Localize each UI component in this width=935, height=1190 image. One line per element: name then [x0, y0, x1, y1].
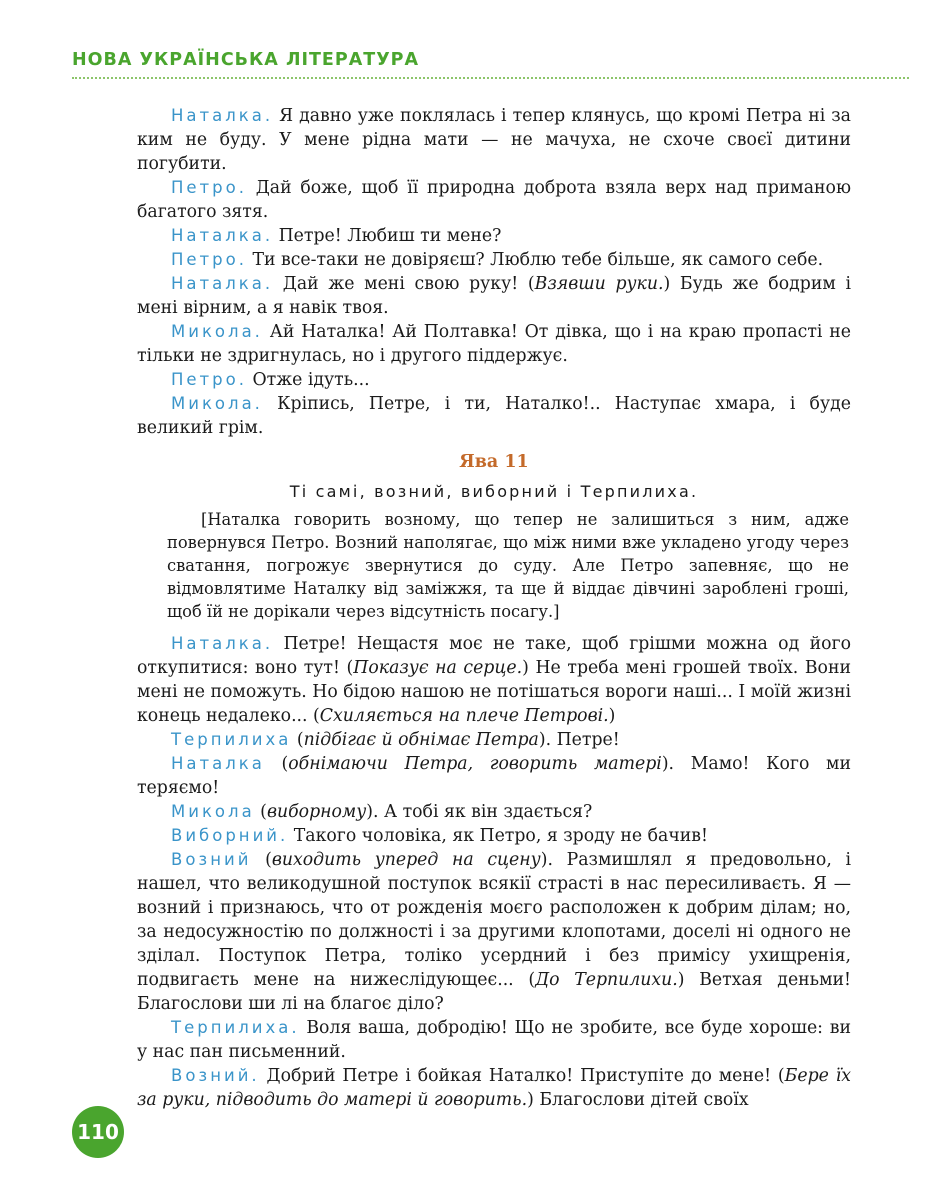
line-text: Отже ідуть...	[246, 370, 370, 390]
dialogue-line	[137, 848, 851, 1016]
speaker-name: Петро.	[171, 178, 247, 197]
dialogue-line	[137, 632, 851, 728]
dialogue-line	[137, 176, 851, 224]
line-text: Такого чоловіка, як Петро, я зроду не бачив!	[288, 826, 708, 846]
speaker-name: Терпилиха	[171, 730, 292, 749]
speaker-name: Наталка.	[171, 634, 274, 653]
dialogue-line	[137, 728, 851, 752]
line-text: ). Петре!	[538, 730, 620, 750]
speaker-name: Микола.	[171, 322, 263, 341]
line-text: ) Не треба мені грошей твоїх. Вони мені не поможуть. Но бідою нашою не потішаться вороги наші... І моїй жизні конець недалеко... (	[137, 658, 851, 726]
speaker-name: Микола	[171, 802, 255, 821]
speaker-name: Возний	[171, 850, 252, 869]
dialogue-line	[137, 224, 851, 248]
line-text: Воля ваша, добродію! Що не зробите, все буде хороше: ви у нас пан письменний.	[137, 1018, 851, 1062]
line-text: Добрий Петре і бойкая Наталко! Приступіте до мене! (	[259, 1066, 785, 1086]
dialogue-line	[137, 248, 851, 272]
line-text: Петре! Любиш ти мене?	[273, 226, 502, 246]
speaker-name: Петро.	[171, 250, 247, 269]
dialogue-line	[137, 320, 851, 368]
dialogue-line	[137, 800, 851, 824]
scene-title: Ява 11	[459, 452, 529, 472]
scene-summary: [Наталка говорить возному, що тепер не залишиться з ним, адже повернувся Петро. Возний наполягає, що між ними вже укладено угоду через сватання, погрожує звернутися до суду. Але Петро запевняє, що не відмовлятиме Наталку від заміжжя, та ще й віддає дівчині зароблені гроші, щоб їй не дорікали через відсутність посагу.]	[167, 510, 849, 621]
dialogue-line	[137, 272, 851, 320]
line-text: ) Благослови дітей своїх	[527, 1090, 749, 1110]
line-text: ) Будь же бодрим і мені вірним, а я навік твоя.	[137, 274, 851, 318]
line-text: Ти все-таки не довіряєш? Люблю тебе більше, як самого себе.	[246, 250, 824, 270]
speaker-name: Петро.	[171, 370, 247, 389]
stage-direction: виборному	[266, 802, 367, 822]
line-text: Дай же мені свою руку! (	[273, 274, 535, 294]
speaker-name: Терпилиха.	[171, 1018, 300, 1037]
page-number-badge: 110	[72, 1106, 124, 1158]
stage-direction: Показує на серце.	[353, 658, 523, 678]
dialogue-line	[137, 824, 851, 848]
line-text: Я давно уже поклялась і тепер клянусь, що кромі Петра ні за ким не буду. У мене рідна мати — не мачуха, не схоче своєї дитини погубити.	[137, 106, 851, 174]
line-text: Петре! Нещастя моє не таке, щоб грішми можна од його откупитися: воно тут! (	[137, 634, 851, 678]
scene-cast: Ті самі, возний, виборний і Терпилиха.	[289, 482, 699, 501]
dialogue-line	[137, 1016, 851, 1064]
speaker-name: Наталка.	[171, 226, 274, 245]
speaker-name: Микола.	[171, 394, 263, 413]
line-text: ). Размишлял я предовольно, і нашел, что великодушной поступок всякії страсті в нас пересиливаєть. Я — возний і признаюсь, что от рожденія моєго расположен к добрим ділам; но, за недосужностію по должності і за другими клопотами, доселі ні одного не зділал. Поступок Петра, толіко усердний і без примісу ухищренія, подвигаєть мене на нижеслідующеє... (	[137, 850, 851, 990]
stage-direction: Схиляється на плече Петрові.	[319, 706, 609, 726]
dialogue-line	[137, 752, 851, 800]
stage-direction: Взявши руки.	[534, 274, 664, 294]
speaker-name: Наталка.	[171, 106, 274, 125]
speaker-name: Наталка	[171, 754, 265, 773]
header-divider	[72, 77, 909, 79]
page-content	[137, 104, 851, 1112]
line-text: (	[264, 754, 289, 774]
line-text: )	[608, 706, 616, 726]
dialogue-line	[137, 392, 851, 440]
speaker-name: Возний.	[171, 1066, 260, 1085]
line-text: (	[251, 850, 272, 870]
line-text: Дай боже, щоб її природна доброта взяла верх над приманою багатого зятя.	[137, 178, 851, 222]
line-text: (	[291, 730, 304, 750]
speaker-name: Наталка.	[171, 274, 274, 293]
stage-direction: виходить уперед на сцену	[271, 850, 541, 870]
dialogue-line	[137, 368, 851, 392]
stage-direction: підбігає й обнімає Петра	[303, 730, 539, 750]
dialogue-line	[137, 1064, 851, 1112]
speaker-name: Виборний.	[171, 826, 289, 845]
section-header: НОВА УКРАЇНСЬКА ЛІТЕРАТУРА	[72, 50, 420, 70]
line-text: ). Мамо! Кого ми теряємо!	[137, 754, 852, 798]
line-text: (	[254, 802, 267, 822]
line-text: ) Ветхая деньми! Благослови ши лі на благоє діло?	[137, 970, 851, 1014]
line-text: Кріпись, Петре, і ти, Наталко!.. Наступає хмара, і буде великий грім.	[137, 394, 851, 438]
line-text: Ай Наталка! Ай Полтавка! От дівка, що і на краю пропасті не тільки не здригнулась, но і другого піддержує.	[137, 322, 851, 366]
dialogue-line	[137, 104, 851, 176]
line-text: ). А тобі як він здається?	[366, 802, 593, 822]
stage-direction: обнімаючи Петра, говорить матері	[288, 754, 662, 774]
stage-direction: Бере їх за руки, підводить до матері й говорить.	[137, 1066, 851, 1110]
stage-direction: До Терпилихи.	[535, 970, 678, 990]
